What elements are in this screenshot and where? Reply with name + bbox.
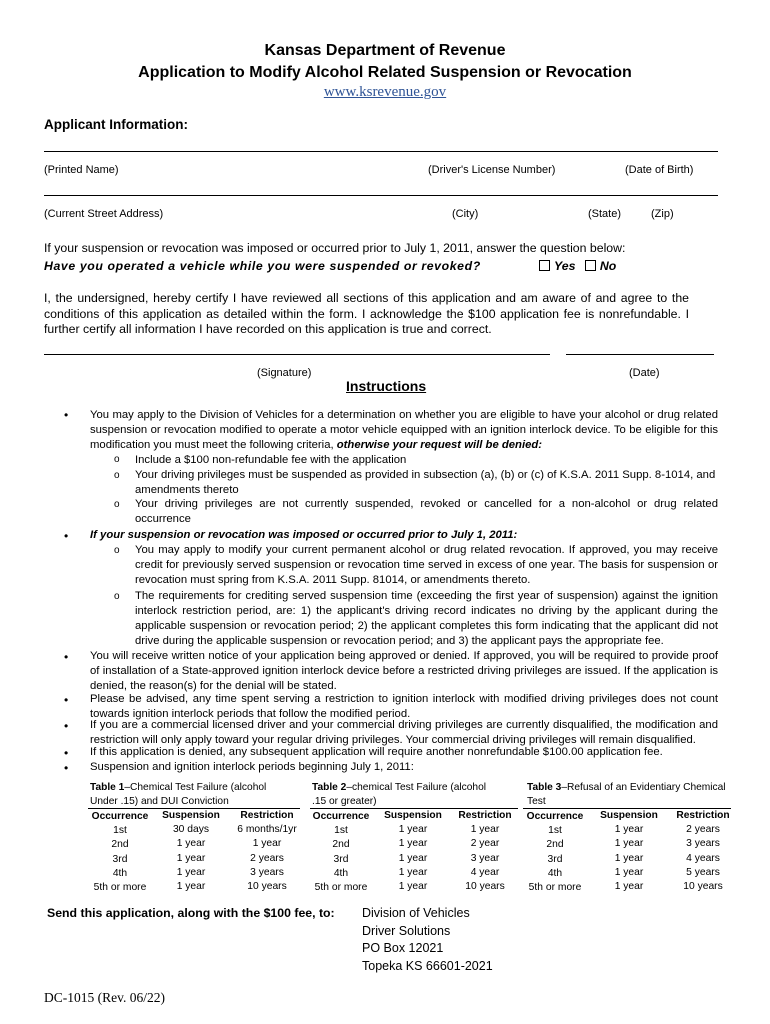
table-2-cell: 1 year [398,824,428,835]
no-checkbox[interactable] [585,260,596,271]
table-2-cell: 1 year [398,881,428,893]
table-2-label: Table 2 [312,782,347,793]
table-3-header-restriction: Restriction [676,810,730,821]
table-2-header-occurrence: Occurrence [312,811,370,822]
table-3-header-suspension: Suspension [600,810,658,821]
table-1-cell: 1 year [252,838,282,850]
instruction-7: Suspension and ignition interlock periods beginning July 1, 2011: [90,761,414,773]
form-number: DC-1015 (Rev. 06/22) [44,990,165,1005]
name-line[interactable] [44,151,718,152]
sub-bullet-1a: o [114,454,120,465]
table-2-caption-line2: .15 or greater) [312,796,377,807]
table-2-cell: 3rd [333,853,349,865]
date-line[interactable] [566,354,714,355]
table-1-header-suspension: Suspension [162,810,220,821]
yes-no-group [539,259,616,273]
table-3-cell: 1 year [614,838,644,850]
table-2-header-restriction: Restriction [458,810,512,821]
table-3-cell: 4 years [686,852,720,864]
sub-bullet-1c: o [114,499,120,510]
instruction-1-bold: otherwise your request will be denied: [336,439,543,451]
table-1-cell: 1 year [176,881,206,893]
state-label: (State) [588,208,622,220]
date-label: (Date) [629,367,660,379]
table-1-caption-line1: –Chemical Test Failure (alcohol [124,782,267,793]
table-2-header-suspension: Suspension [384,810,442,821]
signature-line[interactable] [44,354,550,355]
instruction-4: Please be advised, any time spent serving a restriction to ignition interlock with modified driving privileges does not count towards ignition interlock periods that follow the modified period. [90,693,718,720]
table-1-header-restriction: Restriction [240,810,294,821]
table-3-cell: 10 years [683,881,723,893]
table-3-cell: 1st [548,825,562,836]
table-1-cell: 1 year [176,852,206,864]
certification-text: I, the undersigned, hereby certify I have reviewed all sections of this application and am aware of and agree to the conditions of this application as detailed within the form. I acknowledge the $100 application fee is nonrefundable. I further certify all information I have recorded on this application is true and correct. [44,291,689,336]
table-3-cell: 1 year [614,852,644,864]
website-link-wrap [0,83,770,101]
table-3-caption-line2: Test [527,796,546,807]
table-2-cell: 1 year [398,838,428,850]
license-number-label: (Driver's License Number) [428,164,556,176]
address-line[interactable] [44,195,718,196]
instructions-heading: Instructions [346,378,427,394]
table-2-cell: 10 years [465,881,505,893]
table-2-cell: 5th or more [314,882,368,894]
table-1-cell: 4th [112,867,128,879]
applicant-heading: Applicant Information: [44,117,188,132]
city-label: (City) [452,208,479,220]
table-1-cell: 3rd [112,853,128,865]
bullet-7: • [64,761,69,775]
table-1-header-occurrence: Occurrence [91,811,149,822]
website-link[interactable]: www.ksrevenue.gov [323,84,447,100]
table-1-cell: 1 year [176,838,206,850]
table-2-cell: 4th [333,867,349,879]
table-1-cell: 1 year [176,866,206,878]
address-line-2: Driver Solutions [362,923,451,938]
signature-label: (Signature) [257,367,312,379]
instruction-2: If your suspension or revocation was imposed or occurred prior to July 1, 2011: [90,529,518,541]
table-1-cell: 2nd [111,839,129,851]
sub-bullet-2b: o [114,591,120,602]
street-label: (Current Street Address) [44,208,164,220]
address-line-1: Division of Vehicles [362,906,470,920]
table-1-cell: 2 years [250,852,284,864]
table-1-rule [88,808,300,809]
table-3-cell: 5th or more [528,882,582,894]
instruction-1b: Your driving privileges must be suspended as provided in subsection (a), (b) or (c) of K.S.A. 2011 Supp. 8-1014, and amendments thereto [135,469,716,496]
table-2-cell: 4 year [470,866,500,878]
table-2-rule [310,808,518,809]
table-1-label: Table 1 [90,782,125,793]
instruction-6: If this application is denied, any subsequent application will require another nonrefundable $100.00 application fee. [90,746,663,758]
table-2-caption-line1: –chemical Test Failure (alcohol [346,782,487,793]
printed-name-label: (Printed Name) [44,164,119,176]
instruction-1 [90,408,718,453]
bullet-1: • [64,408,69,422]
question-intro: If your suspension or revocation was imposed or occurred prior to July 1, 2011, answer the question below: [44,241,626,255]
zip-label: (Zip) [651,208,674,220]
table-2-cell: 1 year [470,824,500,835]
table-3-header-occurrence: Occurrence [526,811,584,822]
table-3-cell: 2 years [686,824,720,835]
sub-bullet-1b: o [114,470,120,481]
table-2-cell: 3 year [470,852,500,864]
no-label: No [599,259,617,273]
table-3-cell: 1 year [614,866,644,878]
table-3-cell: 5 years [686,866,720,878]
yes-checkbox[interactable] [539,260,550,271]
address-line-4: Topeka KS 66601-2021 [362,958,493,973]
table-1-cell: 1st [113,825,127,836]
table-2-cell: 1 year [398,866,428,878]
table-1-cell: 10 years [247,881,287,893]
question-text: Have you operated a vehicle while you were suspended or revoked? [44,259,481,273]
table-3-caption-line1: –Refusal of an Evidentiary Chemical [561,782,726,793]
bullet-3: • [64,650,69,664]
table-3-cell: 1 year [614,824,644,835]
address-line-3: PO Box 12021 [362,941,444,955]
table-3-cell: 3 years [686,838,720,850]
table-3-cell: 4th [547,867,563,879]
table-3-label: Table 3 [527,782,562,793]
instruction-1c: Your driving privileges are not currently suspended, revoked or cancelled for a non-alcohol or drug related occurrence [135,498,718,525]
table-3-rule [523,808,731,809]
bullet-2: • [64,529,69,543]
table-1-cell: 30 days [172,824,210,835]
table-2-cell: 2 year [470,838,500,850]
table-3-cell: 1 year [614,881,644,893]
table-1-caption-line2: Under .15) and DUI Conviction [90,796,229,807]
table-1-cell: 5th or more [93,882,147,894]
table-1-caption [90,781,305,809]
table-3-cell: 2nd [546,839,564,851]
bullet-5: • [64,719,69,733]
instruction-3: You will receive written notice of your application being approved or denied. If approved, you will be required to provide proof of installation of a State-approved ignition interlock device before a restricted driving privileges are issued. If the application is denied, the reason(s) for the denial will be stated. [90,650,718,692]
instruction-5: If you are a commercial licensed driver and your commercial driving privileges are currently disqualified, the modification and restriction will only apply toward your regular driving privileges. Your commercial driving privileges will remain disqualified. [90,719,718,746]
sub-bullet-2a: o [114,545,120,556]
bullet-4: • [64,693,69,707]
table-1-cell: 6 months/1yr [237,824,297,835]
instruction-1-text: You may apply to the Division of Vehicles for a determination on whether you are eligible to have your alcohol or drug related suspension or revocation modified to operate a motor vehicle equipped with an ignition interlock device. To be eligible for this modification you must meet the following criteria, [90,409,718,451]
table-3-cell: 3rd [547,853,563,865]
table-2-caption [312,781,512,809]
yes-label: Yes [554,259,576,273]
table-2-cell: 1 year [398,852,428,864]
instruction-1a: Include a $100 non-refundable fee with the application [135,454,407,466]
table-2-cell: 2nd [332,839,350,851]
form-title: Application to Modify Alcohol Related Suspension or Revocation [138,64,632,81]
dob-label: (Date of Birth) [625,164,694,176]
send-label: Send this application, along with the $100 fee, to: [47,906,335,920]
instruction-2a: You may apply to modify your current permanent alcohol or drug related revocation. If approved, you may receive credit for previously served suspension or revocation time served in excess of one year. The basis for suspension or revocation must spring from K.S.A. 2011 Supp. 81014, or amendments thereto. [135,544,718,586]
table-1-cell: 3 years [250,866,284,878]
table-3-caption [527,781,732,809]
bullet-6: • [64,746,69,760]
department-title: Kansas Department of Revenue [264,42,506,59]
table-2-cell: 1st [334,825,348,836]
instruction-2b: The requirements for crediting served suspension time (exceeding the first year of suspension) against the ignition interlock restriction period, are: 1) the applicant's driving record indicates no driving by the applicant during the applicable suspension or revocation period; 2) the applicant completes this form indicating that the applicant did not drive during the applicable suspension or revocation period; and 3) the applicant pays the appropriate fee. [135,590,718,647]
mailing-address [362,905,493,975]
